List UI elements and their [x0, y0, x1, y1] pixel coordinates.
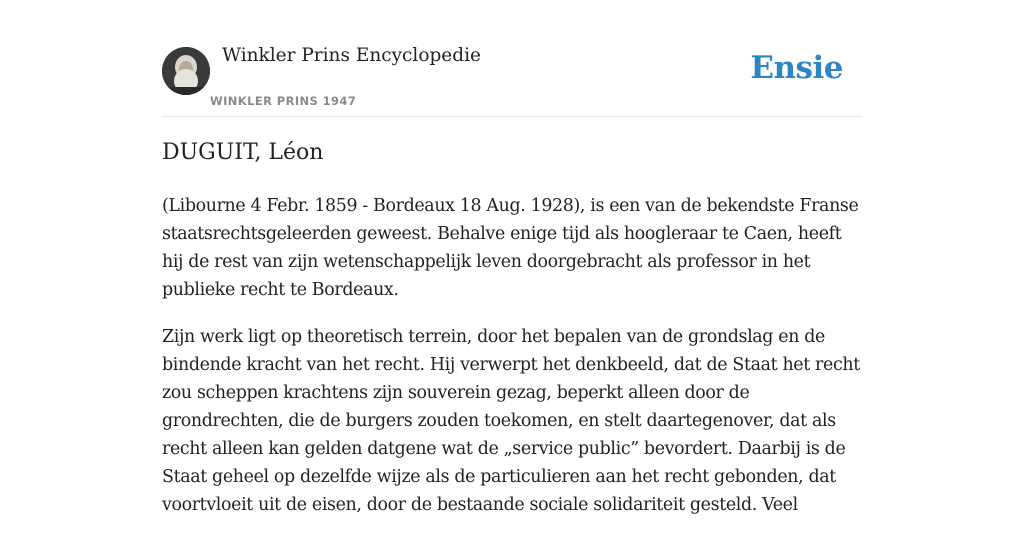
portrait-icon: [162, 47, 210, 95]
article-title: DUGUIT, Léon: [162, 140, 324, 165]
source-subtitle: WINKLER PRINS 1947: [210, 94, 357, 108]
author-avatar[interactable]: [162, 47, 210, 95]
page: [162, 0, 862, 515]
source-title-link[interactable]: Winkler Prins Encyclopedie: [222, 45, 481, 66]
article-paragraph: Zijn werk ligt op theoretisch terrein, door het bepalen van de grondslag en de bindende kracht van het recht. Hij verwerpt het denkbeeld, dat de Staat het recht zou scheppen krachtens zijn souverein gezag, beperkt alleen door de grondrechten, die de burgers zouden toekomen, en stelt daartegenover, dat als recht alleen kan gelden datgene wat de „service public” bevordert. Daarbij is de Staat geheel op dezelfde wijze als de particulieren aan het recht gebonden, dat voortvloeit uit de eisen, door de bestaande sociale solidariteit gesteld. Veel: [162, 327, 860, 515]
header: [162, 0, 862, 117]
brand-logo[interactable]: Ensie: [750, 50, 843, 86]
article-body: [162, 192, 862, 538]
article-paragraph: (Libourne 4 Febr. 1859 - Bordeaux 18 Aug. 1928), is een van de bekendste Franse staatsrechtsgeleerden geweest. Behalve enige tijd als hoogleraar te Caen, heeft hij de rest van zijn wetenschappelijk leven doorgebracht als professor in het publieke recht te Bordeaux.: [162, 196, 859, 300]
